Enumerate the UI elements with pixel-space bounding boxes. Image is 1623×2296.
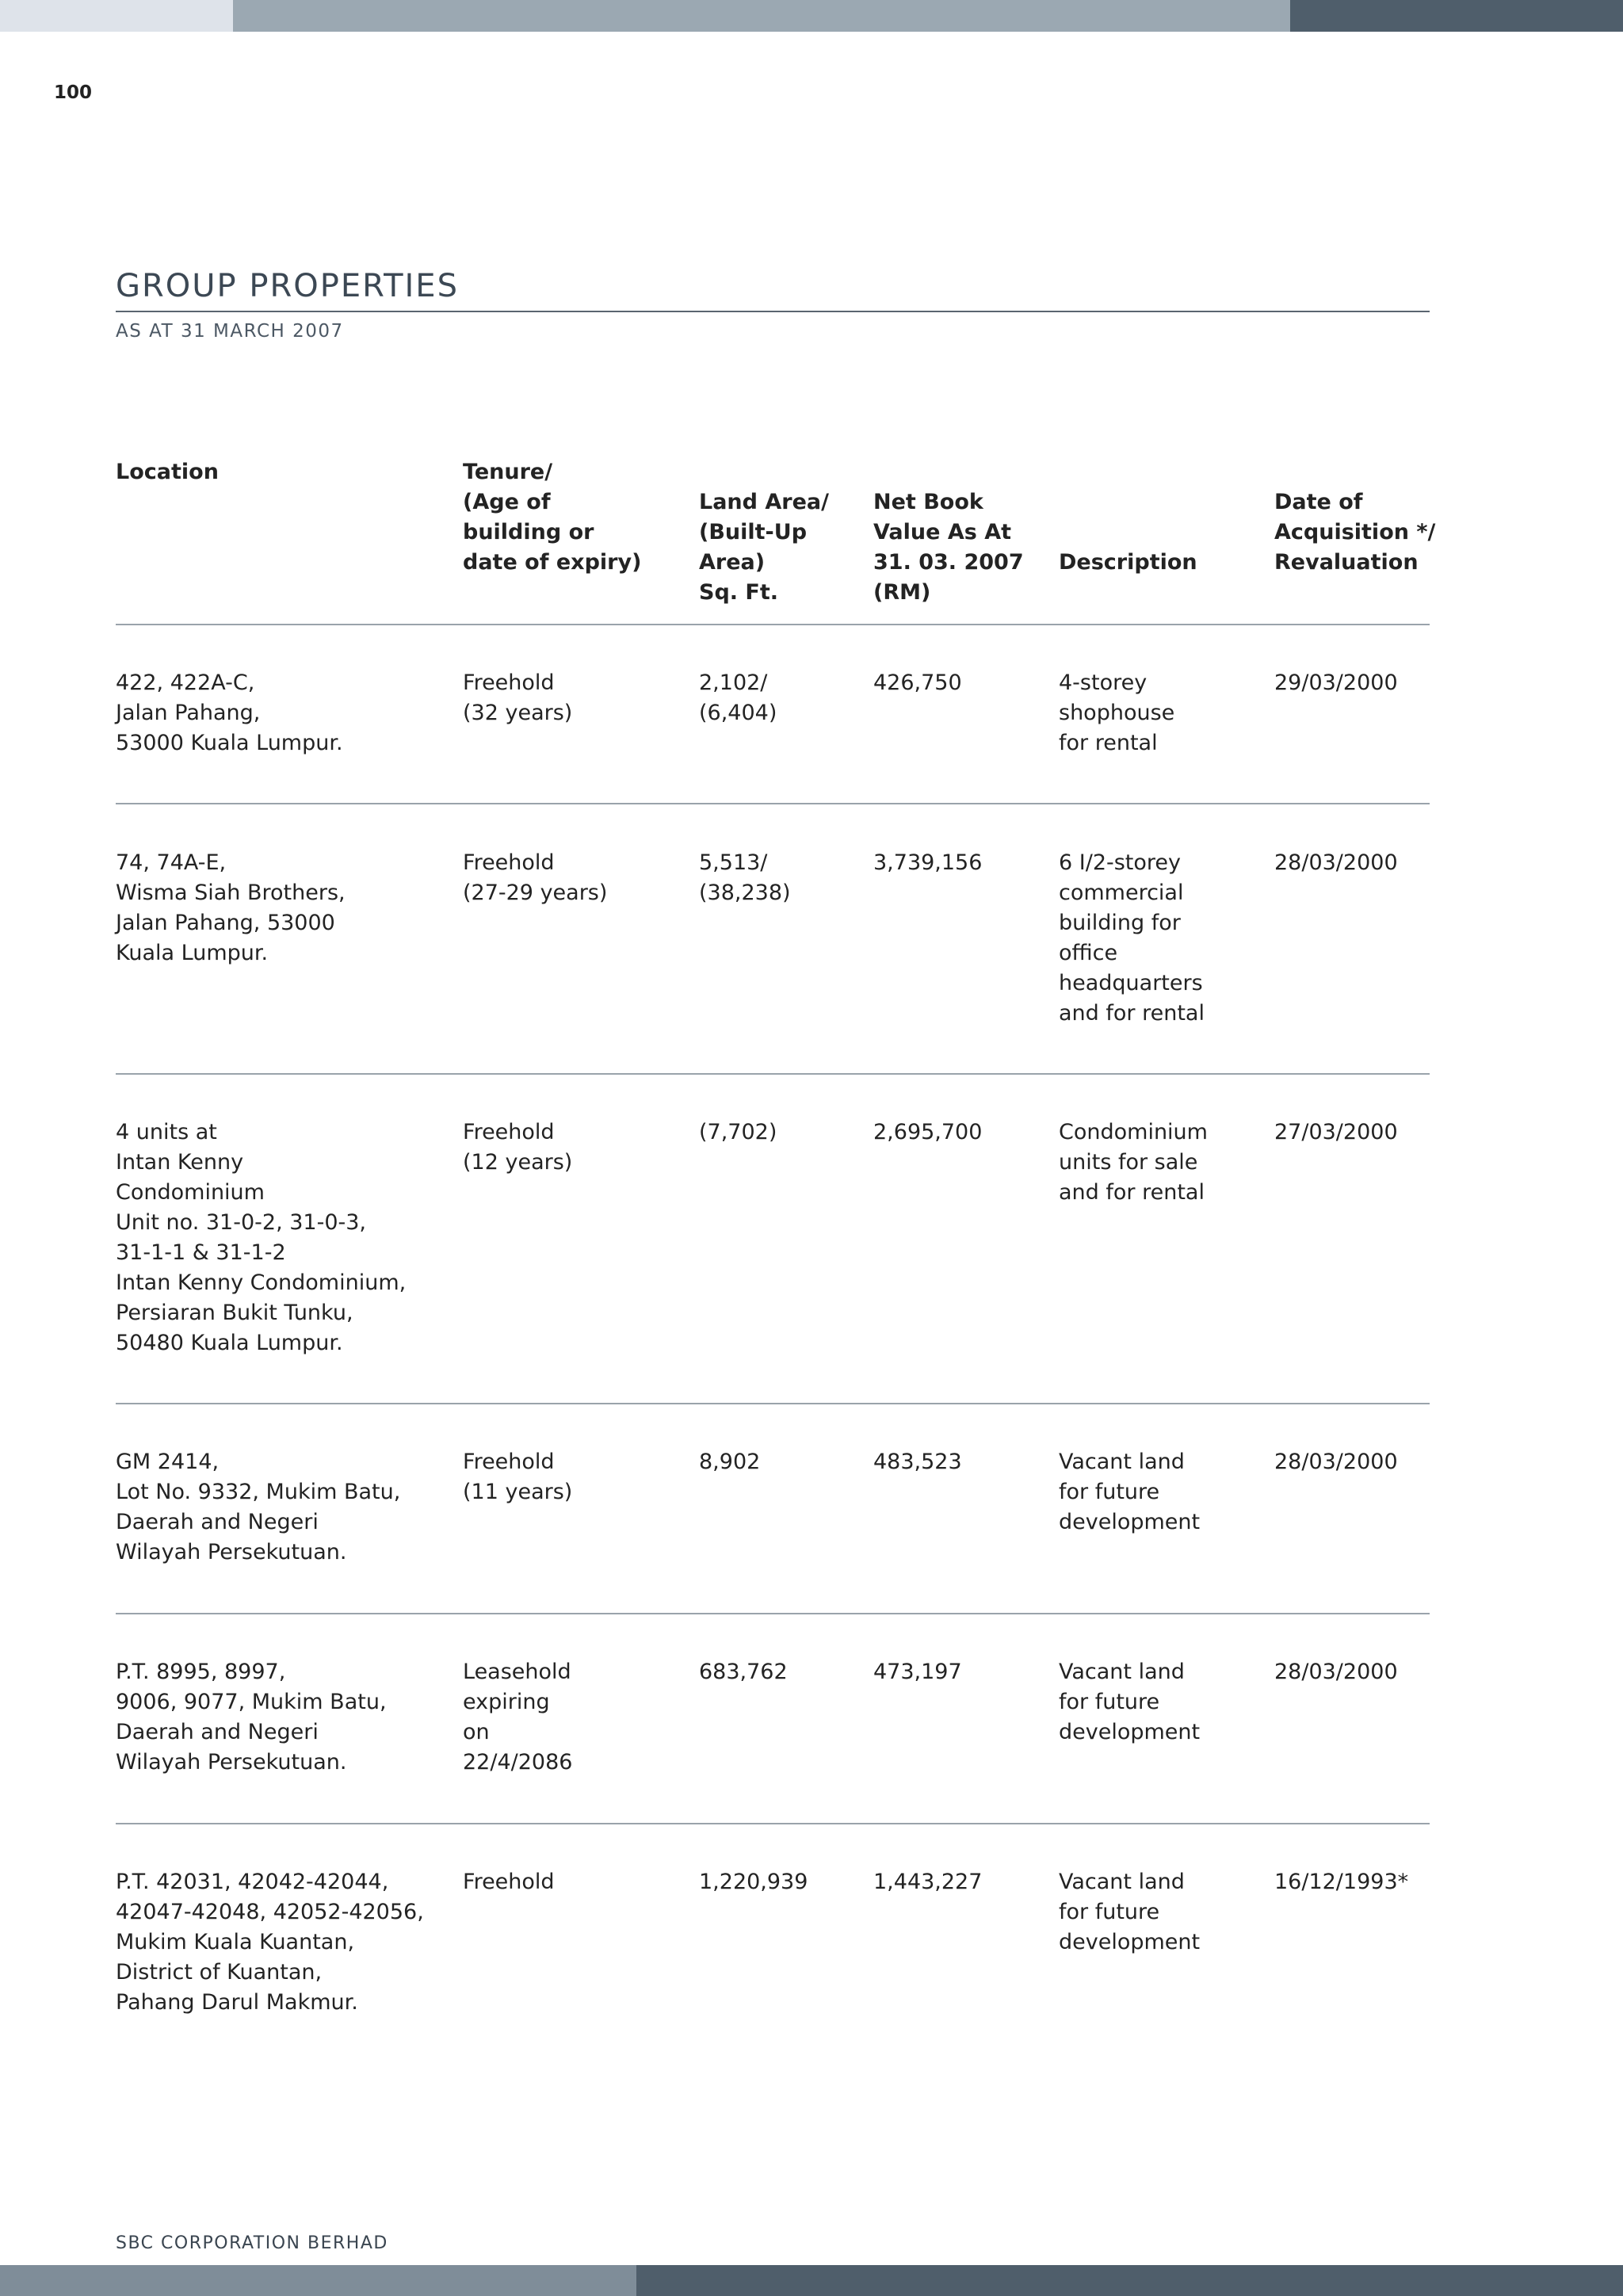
row-5-land-area: 683,762: [699, 1660, 788, 1684]
top-band-mid: [233, 0, 1290, 32]
page-subtitle: AS AT 31 MARCH 2007: [116, 321, 344, 342]
row-6-description: Vacant land for future development: [1059, 1870, 1201, 1954]
page-title: GROUP PROPERTIES: [116, 268, 459, 304]
row-1-date: 29/03/2000: [1274, 670, 1398, 695]
bottom-band-mid: [0, 2265, 636, 2296]
top-band-light: [0, 0, 233, 32]
row-divider: [116, 1403, 1430, 1404]
title-underline: [116, 311, 1430, 312]
row-3-description: Condominium units for sale and for rental: [1059, 1120, 1208, 1205]
header-description: Description: [1059, 550, 1197, 575]
header-divider: [116, 624, 1430, 625]
row-2-location: 74, 74A-E, Wisma Siah Brothers, Jalan Pahang, 53000 Kuala Lumpur.: [116, 850, 346, 965]
header-land-area: Land Area/ (Built-Up Area) Sq. Ft.: [699, 490, 829, 605]
header-net-book-value: Net Book Value As At 31. 03. 2007 (RM): [873, 490, 1024, 605]
row-2-net-book-value: 3,739,156: [873, 850, 983, 875]
row-5-net-book-value: 473,197: [873, 1660, 962, 1684]
row-2-land-area: 5,513/ (38,238): [699, 850, 791, 905]
row-1-tenure: Freehold (32 years): [463, 670, 573, 725]
row-4-land-area: 8,902: [699, 1450, 761, 1474]
row-6-land-area: 1,220,939: [699, 1870, 808, 1894]
row-2-date: 28/03/2000: [1274, 850, 1398, 875]
row-3-land-area: (7,702): [699, 1120, 777, 1144]
page-number: 100: [54, 82, 93, 103]
row-1-land-area: 2,102/ (6,404): [699, 670, 777, 725]
top-band-dark: [1290, 0, 1623, 32]
header-tenure: Tenure/ (Age of building or date of expiry): [463, 460, 642, 575]
row-6-location: P.T. 42031, 42042-42044, 42047-42048, 42052-42056, Mukim Kuala Kuantan, District of Kuantan, Pahang Darul Makmur.: [116, 1870, 424, 2015]
row-6-net-book-value: 1,443,227: [873, 1870, 983, 1894]
row-2-tenure: Freehold (27-29 years): [463, 850, 608, 905]
row-5-description: Vacant land for future development: [1059, 1660, 1201, 1744]
header-location: Location: [116, 460, 219, 484]
row-3-date: 27/03/2000: [1274, 1120, 1398, 1144]
row-3-location: 4 units at Intan Kenny Condominium Unit no. 31-0-2, 31-0-3, 31-1-1 & 31-1-2 Intan Kenny Condominium, Persiaran Bukit Tunku, 50480 Kuala Lumpur.: [116, 1120, 407, 1355]
row-divider: [116, 1823, 1430, 1824]
row-3-tenure: Freehold (12 years): [463, 1120, 573, 1175]
row-5-date: 28/03/2000: [1274, 1660, 1398, 1684]
row-4-tenure: Freehold (11 years): [463, 1450, 573, 1504]
row-1-net-book-value: 426,750: [873, 670, 962, 695]
row-3-net-book-value: 2,695,700: [873, 1120, 983, 1144]
row-1-description: 4-storey shophouse for rental: [1059, 670, 1175, 755]
row-divider: [116, 803, 1430, 804]
row-4-description: Vacant land for future development: [1059, 1450, 1201, 1534]
bottom-band-dark: [636, 2265, 1623, 2296]
row-4-location: GM 2414, Lot No. 9332, Mukim Batu, Daerah and Negeri Wilayah Persekutuan.: [116, 1450, 401, 1564]
row-6-date: 16/12/1993*: [1274, 1870, 1409, 1894]
header-date: Date of Acquisition */ Revaluation: [1274, 490, 1436, 575]
row-divider: [116, 1073, 1430, 1075]
row-4-date: 28/03/2000: [1274, 1450, 1398, 1474]
row-1-location: 422, 422A-C, Jalan Pahang, 53000 Kuala Lumpur.: [116, 670, 343, 755]
row-2-description: 6 I/2-storey commercial building for office headquarters and for rental: [1059, 850, 1205, 1026]
row-4-net-book-value: 483,523: [873, 1450, 962, 1474]
row-5-location: P.T. 8995, 8997, 9006, 9077, Mukim Batu, Daerah and Negeri Wilayah Persekutuan.: [116, 1660, 387, 1775]
footer-company-name: SBC CORPORATION BERHAD: [116, 2233, 388, 2253]
row-divider: [116, 1613, 1430, 1614]
row-5-tenure: Leasehold expiring on 22/4/2086: [463, 1660, 573, 1775]
row-6-tenure: Freehold: [463, 1870, 555, 1894]
